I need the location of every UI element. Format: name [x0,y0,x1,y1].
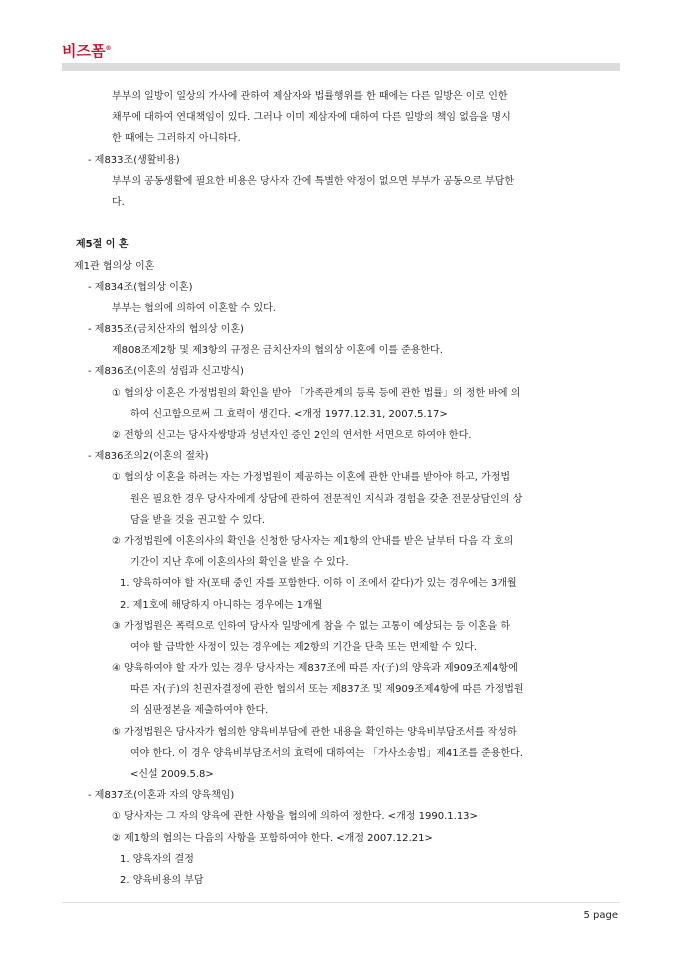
header-bar [62,63,620,71]
footer-divider [62,902,620,903]
text-line: 따른 자(子)의 친권자결정에 관한 협의서 또는 제837조 및 제909조제4항에 따른 가정법원 [130,684,524,696]
page-number: 5 page [583,910,618,921]
text-line: 제808조제2항 및 제3항의 규정은 금치산자의 협의상 이혼에 이를 준용한다. [112,345,443,357]
subsection-title: 제1관 협의상 이혼 [74,260,155,272]
blank-line [62,213,620,234]
text-line: 2. 양육비용의 부담 [120,874,204,886]
text-line: 한 때에는 그러하지 아니하다. [112,133,241,145]
bizform-logo [62,40,111,61]
text-line: 기간이 지난 후에 이혼의사의 확인을 받을 수 있다. [130,557,349,569]
registered-mark-icon: ® [105,45,112,52]
text-line: <신설 2009.5.8> [130,769,214,780]
text-line: 1. 양육하여야 할 자(포태 중인 자를 포함한다. 이하 이 조에서 같다)가 있는 경우에는 3개월 [120,578,517,590]
text-line: 부부는 협의에 의하여 이혼할 수 있다. [112,302,276,314]
document-body [62,86,620,891]
article-heading: - 제836조(이혼의 성립과 신고방식) [88,366,244,378]
text-line: 원은 필요한 경우 당사자에게 상담에 관하여 전문적인 지식과 경험을 갖춘 전문상담인의 상 [130,493,523,505]
section-title: 제5절 이 혼 [76,239,129,251]
text-line: ① 협의상 이혼은 가정법원의 확인을 받아 「가족관계의 등록 등에 관한 법률」의 정한 바에 의 [112,387,521,399]
article-heading: - 제836조의2(이혼의 절차) [88,451,209,463]
text-line: 부부의 일방이 일상의 가사에 관하여 제삼자와 법률행위를 한 때에는 다른 일방은 이로 인한 [112,91,508,102]
text-line: 2. 제1호에 해당하지 아니하는 경우에는 1개월 [120,599,323,611]
article-heading: - 제837조(이혼과 자의 양육책임) [88,790,235,802]
text-line: ④ 양육하여야 할 자가 있는 경우 당사자는 제837조에 따른 자(子)의 양육과 제909조제4항에 [112,663,518,675]
text-line: 채무에 대하여 연대책임이 있다. 그러나 이미 제삼자에 대하여 다른 일방의 책임 없음을 명시 [112,112,511,124]
page-header [0,0,680,75]
text-line: 부부의 공동생활에 필요한 비용은 당사자 간에 특별한 약정이 없으면 부부가 공동으로 부담한 [112,175,515,187]
text-line: 의 심판정본을 제출하여야 한다. [130,705,269,717]
article-heading: - 제834조(협의상 이혼) [88,281,193,293]
text-line: ② 제1항의 협의는 다음의 사항을 포함하여야 한다. <개정 2007.12.21> [112,832,433,844]
text-line: ① 당사자는 그 자의 양육에 관한 사항을 협의에 의하여 정한다. <개정 1990.1.13> [112,811,478,823]
text-line: ⑤ 가정법원은 당사자가 협의한 양육비부담에 관한 내용을 확인하는 양육비부담조서를 작성하 [112,726,517,738]
article-heading: - 제833조(생활비용) [88,154,180,166]
text-line: 하여 신고함으로써 그 효력이 생긴다. <개정 1977.12.31, 2007.5.17> [130,408,448,420]
text-line: ② 전항의 신고는 당사자쌍방과 성년자인 증인 2인의 연서한 서면으로 하여야 한다. [112,430,472,441]
text-line: 여야 할 급박한 사정이 있는 경우에는 제2항의 기간을 단축 또는 면제할 수 있다. [130,641,478,653]
text-line: ① 협의상 이혼을 하려는 자는 가정법원이 제공하는 이혼에 관한 안내를 받아야 하고, 가정법 [112,472,511,484]
text-line: 1. 양육자의 결정 [120,853,194,865]
text-line: ③ 가정법원은 폭력으로 인하여 당사자 일방에게 참을 수 없는 고통이 예상되는 등 이혼을 하 [112,620,511,632]
text-line: 다. [112,196,125,208]
logo-text: 비즈폼 [62,42,106,60]
article-heading: - 제835조(금치산자의 협의상 이혼) [88,324,244,336]
text-line: ② 가정법원에 이혼의사의 확인을 신청한 당사자는 제1항의 안내를 받은 날부터 다음 각 호의 [112,535,514,547]
text-line: 여야 한다. 이 경우 양육비부담조서의 효력에 대하여는 「가사소송법」제41조를 준용한다. [130,747,523,759]
text-line: 담을 받을 것을 권고할 수 있다. [130,514,265,526]
